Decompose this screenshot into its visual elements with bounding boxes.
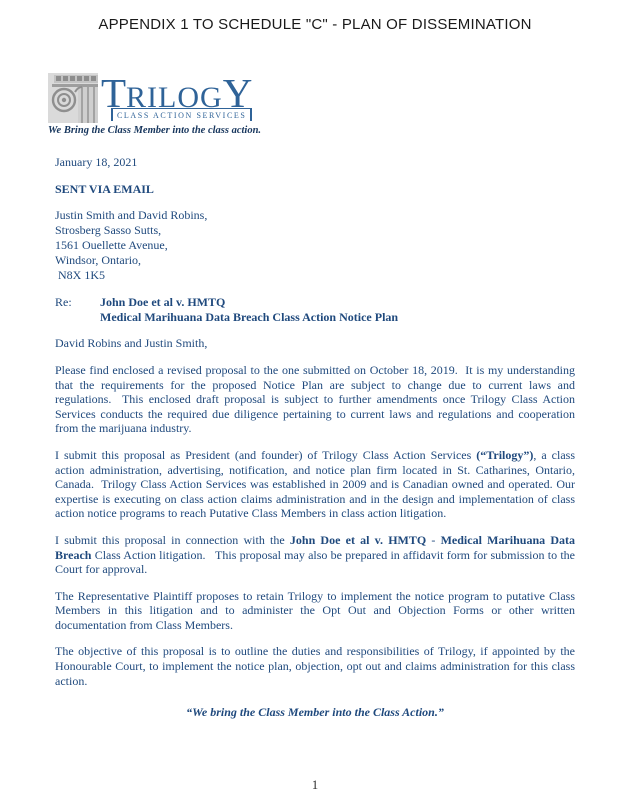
delivery-method: SENT VIA EMAIL (55, 181, 154, 196)
logo-wordmark-initial: T (101, 70, 127, 116)
logo-wordmark-middle: RILOG (126, 81, 223, 114)
letter-body (55, 155, 578, 792)
body-paragraph: Please find enclosed a revised proposal to the one submitted on October 18, 2019. It is my understanding that the requirements for the proposed Notice Plan are subject to change due to current laws and regulations. This enclosed draft proposal is subject to further amendments once Trilogy Class Action Services conducts the required due diligence pertaining to current laws and regulations and cooperation from the marijuana industry. (55, 362, 578, 436)
logo-tagline: We Bring the Class Member into the class action. (48, 125, 262, 136)
trilogy-logo (48, 70, 575, 136)
logo-wordmark (101, 70, 253, 121)
logo-subtitle: CLASS ACTION SERVICES (111, 108, 252, 121)
recipient-line: 1561 Ouellette Avenue, (55, 238, 168, 253)
recipient-line: Strosberg Sasso Sutts, (55, 223, 162, 238)
re-subject-line: John Doe et al v. HMTQ (100, 295, 226, 310)
logo-row (48, 70, 575, 123)
letter-date: January 18, 2021 (55, 155, 138, 169)
body-paragraph: The Representative Plaintiff proposes to retain Trilogy to implement the notice program to putative Class Members in this litigation and to administer the Opt Out and Objection Forms or other written documentation from Class Members. (55, 588, 578, 632)
re-label: Re: (55, 295, 72, 310)
logo-wordmark-final: Y (222, 70, 253, 116)
recipient-line: Windsor, Ontario, (55, 253, 142, 268)
recipient-line: N8X 1K5 (55, 268, 105, 283)
ionic-column-icon (48, 73, 98, 123)
body-paragraph: I submit this proposal as President (and founder) of Trilogy Class Action Services (“Trilogy”), a class action administration, advertising, notification, and notice plan firm located in St. Catharines, Ontario, Canada. Trilogy Class Action Services was established in 2009 and is Canadian owned and operated. Our expertise is executing on class action claims administration and in the design and implementation of class action notice programs to reach Putative Class Members in class action litigation. (55, 447, 578, 521)
recipient-line: Justin Smith and David Robins, (55, 208, 208, 223)
salutation: David Robins and Justin Smith, (55, 336, 208, 351)
closing-quote: “We bring the Class Member into the Class Action.” (186, 705, 444, 720)
re-subject-line: Medical Marihuana Data Breach Class Action Notice Plan (100, 309, 399, 324)
body-paragraph: I submit this proposal in connection with the John Doe et al v. HMTQ - Medical Marihuana Data Breach Class Action litigation. This proposal may also be prepared in affidavit form for submission to the Court for approval. (55, 532, 578, 577)
body-paragraph: The objective of this proposal is to outline the duties and responsibilities of Trilogy, if appointed by the Honourable Court, to implement the notice plan, objection, opt out and claims administration for this class action. (55, 644, 578, 688)
page-number: 1 (311, 777, 319, 792)
re-subject (100, 295, 398, 324)
re-block (55, 295, 575, 324)
recipient-address (55, 208, 575, 283)
document-title: APPENDIX 1 TO SCHEDULE "C" - PLAN OF DISSEMINATION (98, 16, 532, 33)
